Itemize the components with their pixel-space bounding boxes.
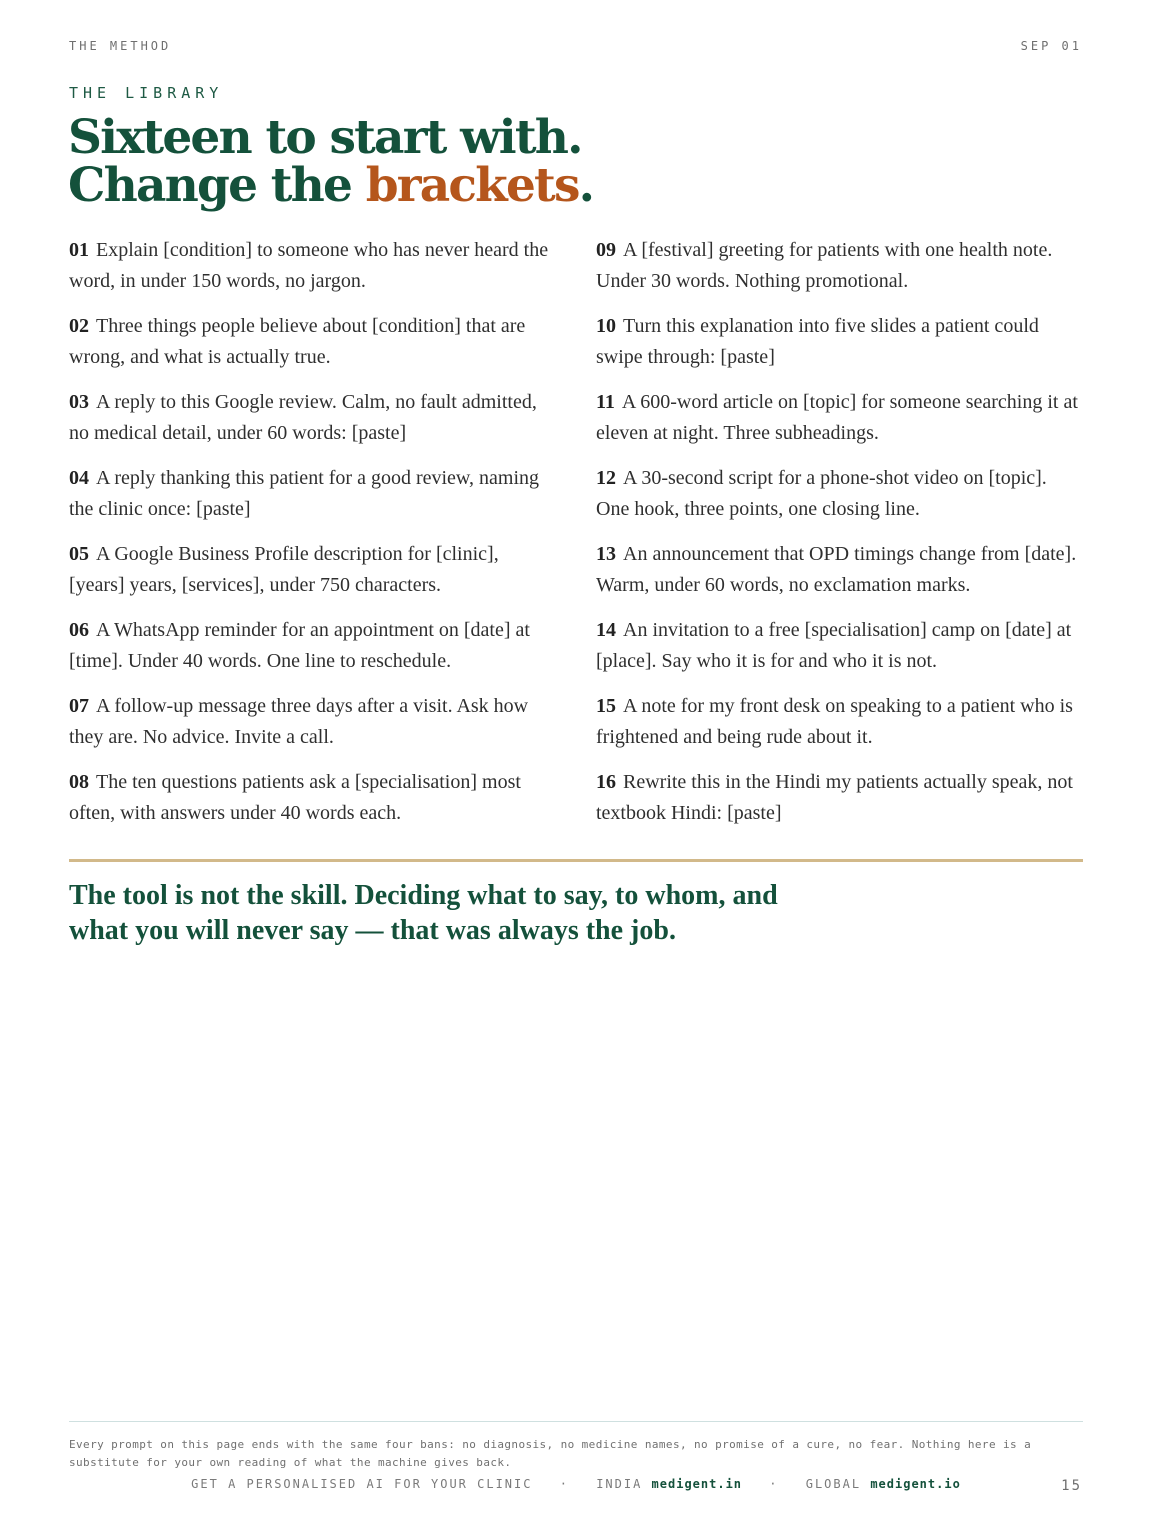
title-line-1: Sixteen to start with. bbox=[68, 110, 582, 165]
prompt-text: Rewrite this in the Hindi my patients actually speak, not textbook Hindi: [paste] bbox=[596, 771, 1073, 824]
prompt-item bbox=[69, 691, 556, 767]
prompt-item bbox=[69, 615, 556, 691]
prompt-number: 14 bbox=[596, 619, 616, 641]
disclaimer-text: Every prompt on this page ends with the same four bans: no diagnosis, no medicine names, no promise of a cure, no fear. Nothing here is a substitute for your own reading of what the machine gives back. bbox=[69, 1438, 1032, 1469]
prompt-text: A Google Business Profile description for [clinic], [years] years, [services], under 750 characters. bbox=[69, 543, 499, 596]
prompt-number: 07 bbox=[69, 695, 89, 717]
prompt-item bbox=[69, 463, 556, 539]
footer-separator: · bbox=[769, 1477, 779, 1491]
prompt-text: A WhatsApp reminder for an appointment on [date] at [time]. Under 40 words. One line to reschedule. bbox=[69, 619, 530, 672]
prompt-text: A 30-second script for a phone-shot video on [topic]. One hook, three points, one closing line. bbox=[596, 467, 1047, 520]
prompt-item bbox=[596, 235, 1083, 311]
prompt-text: An announcement that OPD timings change from [date]. Warm, under 60 words, no exclamation marks. bbox=[596, 543, 1077, 596]
prompt-text: Turn this explanation into five slides a patient could swipe through: [paste] bbox=[596, 315, 1039, 368]
prompt-item bbox=[596, 463, 1083, 539]
india-link[interactable]: medigent.in bbox=[651, 1477, 743, 1491]
prompt-number: 13 bbox=[596, 543, 616, 565]
section-label: THE METHOD bbox=[69, 39, 172, 53]
prompt-item bbox=[69, 387, 556, 463]
title-line-2-prefix: Change the bbox=[68, 158, 366, 213]
footer-cta-text: GET A PERSONALISED AI FOR YOUR CLINIC bbox=[191, 1477, 533, 1491]
prompt-number: 01 bbox=[69, 239, 89, 261]
prompt-number: 16 bbox=[596, 771, 616, 793]
prompt-item bbox=[596, 539, 1083, 615]
page-number: 15 bbox=[1061, 1478, 1082, 1494]
prompt-text: A reply to this Google review. Calm, no fault admitted, no medical detail, under 60 words: [paste] bbox=[69, 391, 537, 444]
prompt-text: The ten questions patients ask a [specialisation] most often, with answers under 40 words each. bbox=[69, 771, 521, 824]
prompt-number: 04 bbox=[69, 467, 89, 489]
footer-separator: · bbox=[559, 1477, 569, 1491]
title-accent-word: brackets bbox=[365, 158, 579, 213]
global-link[interactable]: medigent.io bbox=[870, 1477, 961, 1491]
prompt-item bbox=[596, 615, 1083, 691]
prompt-number: 02 bbox=[69, 315, 89, 337]
prompt-text: Three things people believe about [condition] that are wrong, and what is actually true. bbox=[69, 315, 526, 368]
prompt-number: 10 bbox=[596, 315, 616, 337]
prompt-number: 05 bbox=[69, 543, 89, 565]
footer-cta bbox=[0, 1477, 1152, 1491]
prompt-text: A follow-up message three days after a visit. Ask how they are. No advice. Invite a call. bbox=[69, 695, 529, 748]
prompt-number: 15 bbox=[596, 695, 616, 717]
prompt-item bbox=[596, 311, 1083, 387]
prompt-number: 09 bbox=[596, 239, 616, 261]
pull-quote: The tool is not the skill. Deciding what to say, to whom, and what you will never say — that was always the job. bbox=[69, 880, 778, 946]
prompt-number: 03 bbox=[69, 391, 89, 413]
prompt-text: A note for my front desk on speaking to a patient who is frightened and being rude about it. bbox=[596, 695, 1073, 748]
footer-divider bbox=[69, 1421, 1083, 1422]
prompt-text: Explain [condition] to someone who has never heard the word, in under 150 words, no jargon. bbox=[69, 239, 549, 292]
prompt-text: An invitation to a free [specialisation] camp on [date] at [place]. Say who it is for and who it is not. bbox=[596, 619, 1072, 672]
prompt-text: A 600-word article on [topic] for someone searching it at eleven at night. Three subheadings. bbox=[596, 391, 1078, 444]
section-divider bbox=[69, 859, 1083, 862]
prompt-item bbox=[596, 767, 1083, 843]
prompt-list bbox=[69, 235, 1083, 843]
footer-india-label: INDIA bbox=[596, 1477, 643, 1491]
prompt-text: A [festival] greeting for patients with one health note. Under 30 words. Nothing promotional. bbox=[596, 239, 1053, 292]
prompt-item bbox=[69, 235, 556, 311]
title-line-2-suffix: . bbox=[578, 158, 594, 213]
prompt-item bbox=[596, 691, 1083, 767]
page-title bbox=[68, 110, 594, 213]
eyebrow-label: THE LIBRARY bbox=[69, 84, 224, 102]
prompt-text: A reply thanking this patient for a good review, naming the clinic once: [paste] bbox=[69, 467, 540, 520]
footer-global-label: GLOBAL bbox=[805, 1477, 862, 1491]
prompt-number: 06 bbox=[69, 619, 89, 641]
prompt-number: 11 bbox=[596, 391, 615, 413]
prompt-item bbox=[596, 387, 1083, 463]
prompt-item bbox=[69, 311, 556, 387]
prompt-item bbox=[69, 539, 556, 615]
prompt-item bbox=[69, 767, 556, 843]
date-label: SEP 01 bbox=[1020, 39, 1082, 53]
prompt-number: 08 bbox=[69, 771, 89, 793]
prompt-number: 12 bbox=[596, 467, 616, 489]
